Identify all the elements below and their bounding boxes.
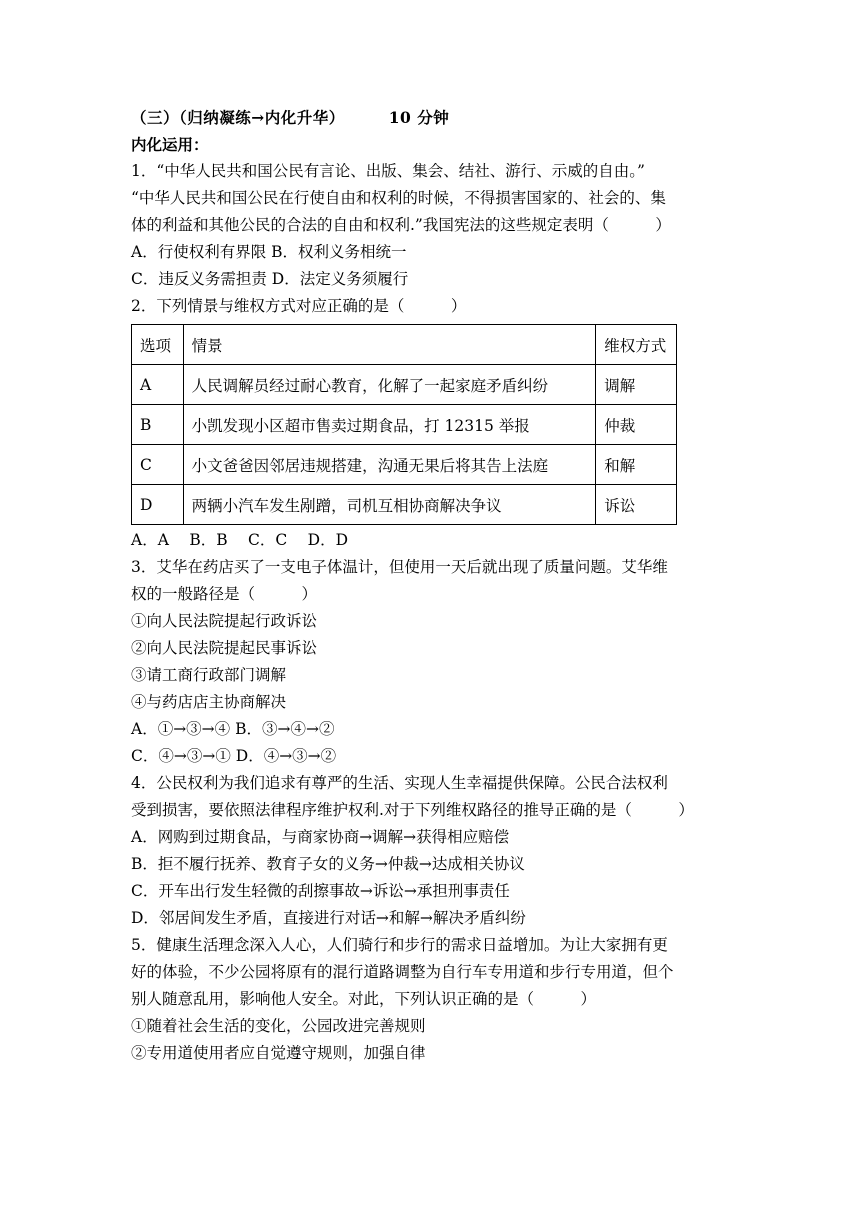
document-page	[131, 104, 741, 1067]
statement-item: ③请工商行政部门调解	[131, 666, 287, 684]
table-cell: 仲裁	[596, 405, 677, 445]
option-line: B．拒不履行抚养、教育子女的义务→仲裁→达成相关协议	[131, 855, 525, 873]
section-title	[131, 104, 741, 131]
question-stem-line: 5．健康生活理念深入人心，人们骑行和步行的需求日益增加。为让大家拥有更	[131, 936, 668, 954]
table-cell: 和解	[596, 445, 677, 485]
table-cell: 小凯发现小区超市售卖过期食品，打 12315 举报	[183, 405, 596, 445]
table-cell: 诉讼	[596, 485, 677, 525]
option-line: C．④→③→① D．④→③→②	[131, 747, 337, 765]
question-stem-line: 4．公民权利为我们追求有尊严的生活、实现人生幸福提供保障。公民合法权利	[131, 774, 668, 792]
table-row	[132, 365, 677, 405]
question-4	[131, 770, 741, 932]
table-cell: 两辆小汽车发生剐蹭，司机互相协商解决争议	[183, 485, 596, 525]
scenario-table	[131, 324, 677, 525]
table-header-cell: 选项	[132, 325, 184, 365]
option-line: C．违反义务需担责 D．法定义务须履行	[131, 270, 409, 288]
question-2	[131, 293, 741, 554]
question-stem-line: 受到损害，要依照法律程序维护权利.对于下列维权路径的推导正确的是（ ）	[131, 801, 694, 819]
statement-item: ①随着社会生活的变化，公园改进完善规则	[131, 1017, 426, 1035]
question-stem-line: 2．下列情景与维权方式对应正确的是（ ）	[131, 297, 467, 315]
table-header-cell: 维权方式	[596, 325, 677, 365]
section-time: 10 分钟	[388, 108, 450, 127]
table-row	[132, 405, 677, 445]
question-stem-line: 好的体验，不少公园将原有的混行道路调整为自行车专用道和步行专用道，但个	[131, 963, 674, 981]
question-stem-line: 3．艾华在药店买了一支电子体温计，但使用一天后就出现了质量问题。艾华维	[131, 558, 668, 576]
question-stem-line: “中华人民共和国公民在行使自由和权利的时候，不得损害国家的、社会的、集	[131, 189, 666, 207]
table-cell: C	[132, 445, 184, 485]
option-line: A．A B．B C．C D．D	[131, 531, 349, 549]
table-header-row	[132, 325, 677, 365]
table-row	[132, 445, 677, 485]
section-title-text: （三）（归纳凝练→内化升华）	[131, 108, 345, 127]
option-line: A．①→③→④ B．③→④→②	[131, 720, 335, 738]
option-line: A．网购到过期食品，与商家协商→调解→获得相应赔偿	[131, 828, 510, 846]
option-line: A．行使权利有界限 B．权利义务相统一	[131, 243, 407, 261]
question-stem-line: 1．“中华人民共和国公民有言论、出版、集会、结社、游行、示威的自由。”	[131, 162, 645, 180]
question-stem-line: 别人随意乱用，影响他人安全。对此，下列认识正确的是（ ）	[131, 990, 597, 1008]
question-1	[131, 158, 741, 293]
statement-item: ②向人民法院提起民事诉讼	[131, 639, 318, 657]
statement-item: ②专用道使用者应自觉遵守规则，加强自律	[131, 1044, 426, 1062]
option-line: C．开车出行发生轻微的刮擦事故→诉讼→承担刑事责任	[131, 882, 510, 900]
table-cell: D	[132, 485, 184, 525]
option-line: D．邻居间发生矛盾，直接进行对话→和解→解决矛盾纠纷	[131, 909, 526, 927]
statement-item: ④与药店店主协商解决	[131, 693, 287, 711]
section-subheading: 内化运用：	[131, 135, 209, 154]
statement-item: ①向人民法院提起行政诉讼	[131, 612, 318, 630]
table-row	[132, 485, 677, 525]
table-cell: 调解	[596, 365, 677, 405]
question-stem-line: 体的利益和其他公民的合法的自由和权利.”我国宪法的这些规定表明（ ）	[131, 216, 671, 234]
table-cell: 小文爸爸因邻居违规搭建，沟通无果后将其告上法庭	[183, 445, 596, 485]
question-3	[131, 554, 741, 770]
table-cell: 人民调解员经过耐心教育，化解了一起家庭矛盾纠纷	[183, 365, 596, 405]
table-cell: B	[132, 405, 184, 445]
table-cell: A	[132, 365, 184, 405]
question-5	[131, 932, 741, 1067]
question-stem-line: 权的一般路径是（ ）	[131, 585, 318, 603]
table-header-cell: 情景	[183, 325, 596, 365]
